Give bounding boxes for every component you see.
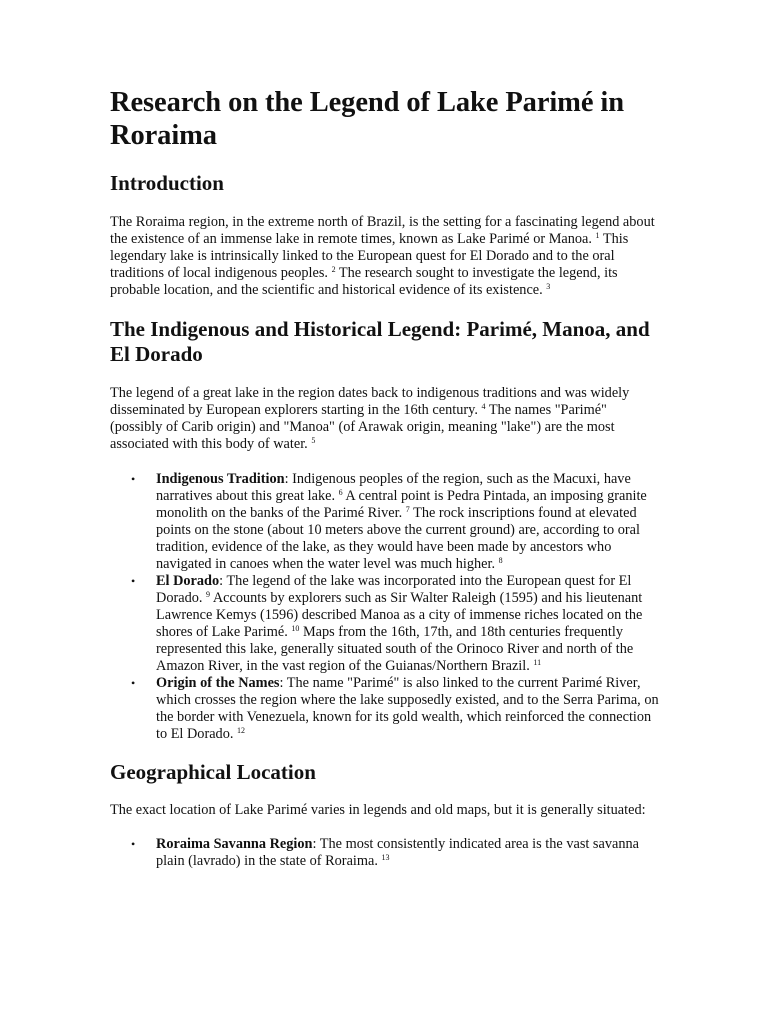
heading-introduction: Introduction bbox=[110, 171, 224, 195]
list-item-text: : The name "Parimé" is also linked to the current Parimé River, which crosses the region where the lake supposedly existed, and to the Serra Parima, on the border with Venezuela, known for its gold wealth, which reinforced the connection to El Dorado. bbox=[156, 675, 659, 742]
list-item-label: Indigenous Tradition bbox=[156, 471, 285, 487]
footnote-ref-6[interactable]: 6 bbox=[338, 488, 343, 497]
footnote-ref-2[interactable]: 2 bbox=[331, 265, 336, 274]
list-item-label: Origin of the Names bbox=[156, 675, 280, 691]
legend-paragraph bbox=[110, 385, 662, 453]
list-item-el-dorado bbox=[110, 573, 662, 675]
list-item-text: A central point is Pedra Pintada, an imposing granite monolith on the banks of the Parimé River. bbox=[156, 488, 647, 521]
list-item-text: : Indigenous peoples of the region, such as the Macuxi, have narratives about this great lake. bbox=[156, 471, 631, 504]
list-item-roraima-savanna bbox=[110, 836, 662, 870]
legend-bullet-list bbox=[110, 471, 662, 743]
footnote-ref-5[interactable]: 5 bbox=[311, 436, 316, 445]
heading-legend: The Indigenous and Historical Legend: Parimé, Manoa, and El Dorado bbox=[110, 317, 650, 366]
footnote-ref-9[interactable]: 9 bbox=[206, 590, 211, 599]
intro-text-2: This legendary lake is intrinsically linked to the European quest for El Dorado and to the oral traditions of local indigenous peoples. bbox=[110, 231, 629, 281]
footnote-ref-4[interactable]: 4 bbox=[481, 402, 486, 411]
list-item-text: : The legend of the lake was incorporated into the European quest for El Dorado. bbox=[156, 573, 632, 606]
list-item-text: : The most consistently indicated area is the vast savanna plain (lavrado) in the state of Roraima. bbox=[156, 836, 639, 869]
footnote-ref-8[interactable]: 8 bbox=[498, 556, 503, 565]
footnote-ref-1[interactable]: 1 bbox=[595, 231, 600, 240]
document-page bbox=[110, 86, 662, 870]
footnote-ref-10[interactable]: 10 bbox=[291, 624, 300, 633]
footnote-ref-12[interactable]: 12 bbox=[237, 726, 246, 735]
intro-text-1: The Roraima region, in the extreme north of Brazil, is the setting for a fascinating legend about the existence of an immense lake in remote times, known as Lake Parimé or Manoa. bbox=[110, 214, 655, 247]
list-item-label: El Dorado bbox=[156, 573, 220, 589]
bullet-icon: • bbox=[131, 574, 136, 588]
heading-geographical-location: Geographical Location bbox=[110, 760, 316, 784]
introduction-paragraph bbox=[110, 214, 662, 299]
footnote-ref-7[interactable]: 7 bbox=[405, 505, 410, 514]
legend-text-2: The names "Parimé" (possibly of Carib origin) and "Manoa" (of Arawak origin, meaning "lake") are the most associated with this body of water. bbox=[110, 402, 615, 452]
footnote-ref-13[interactable]: 13 bbox=[381, 853, 390, 862]
bullet-icon: • bbox=[131, 676, 136, 690]
document-title: Research on the Legend of Lake Parimé in Roraima bbox=[110, 87, 624, 151]
list-item-text: The rock inscriptions found at elevated points on the stone (about 10 meters above the current ground) are, according to oral tradition, evidence of the lake, as they would have been made by ancestors who navigated in canoes when the water level was much higher. bbox=[156, 505, 640, 572]
footnote-ref-11[interactable]: 11 bbox=[533, 658, 542, 667]
legend-text-1: The legend of a great lake in the region dates back to indigenous traditions and was widely disseminated by European explorers starting in the 16th century. bbox=[110, 385, 630, 418]
bullet-icon: • bbox=[131, 837, 136, 851]
intro-text-3: The research sought to investigate the legend, its probable location, and the scientific and historical evidence of its existence. bbox=[110, 265, 618, 298]
list-item-origin-of-names bbox=[110, 675, 662, 743]
list-item-indigenous-tradition bbox=[110, 471, 662, 573]
bullet-icon: • bbox=[131, 472, 136, 486]
geography-paragraph: The exact location of Lake Parimé varies in legends and old maps, but it is generally situated: bbox=[110, 802, 646, 818]
list-item-label: Roraima Savanna Region bbox=[156, 836, 313, 852]
footnote-ref-3[interactable]: 3 bbox=[546, 282, 551, 291]
geography-bullet-list bbox=[110, 836, 662, 870]
list-item-text: Accounts by explorers such as Sir Walter Raleigh (1595) and his lieutenant Lawrence Kemys (1596) described Manoa as a city of immense riches located on the shores of Lake Parimé. bbox=[156, 590, 643, 640]
list-item-text: Maps from the 16th, 17th, and 18th centuries frequently represented this lake, generally situated south of the Orinoco River and north of the Amazon River, in the vast region of the Guianas/Northern Brazil. bbox=[156, 624, 634, 674]
